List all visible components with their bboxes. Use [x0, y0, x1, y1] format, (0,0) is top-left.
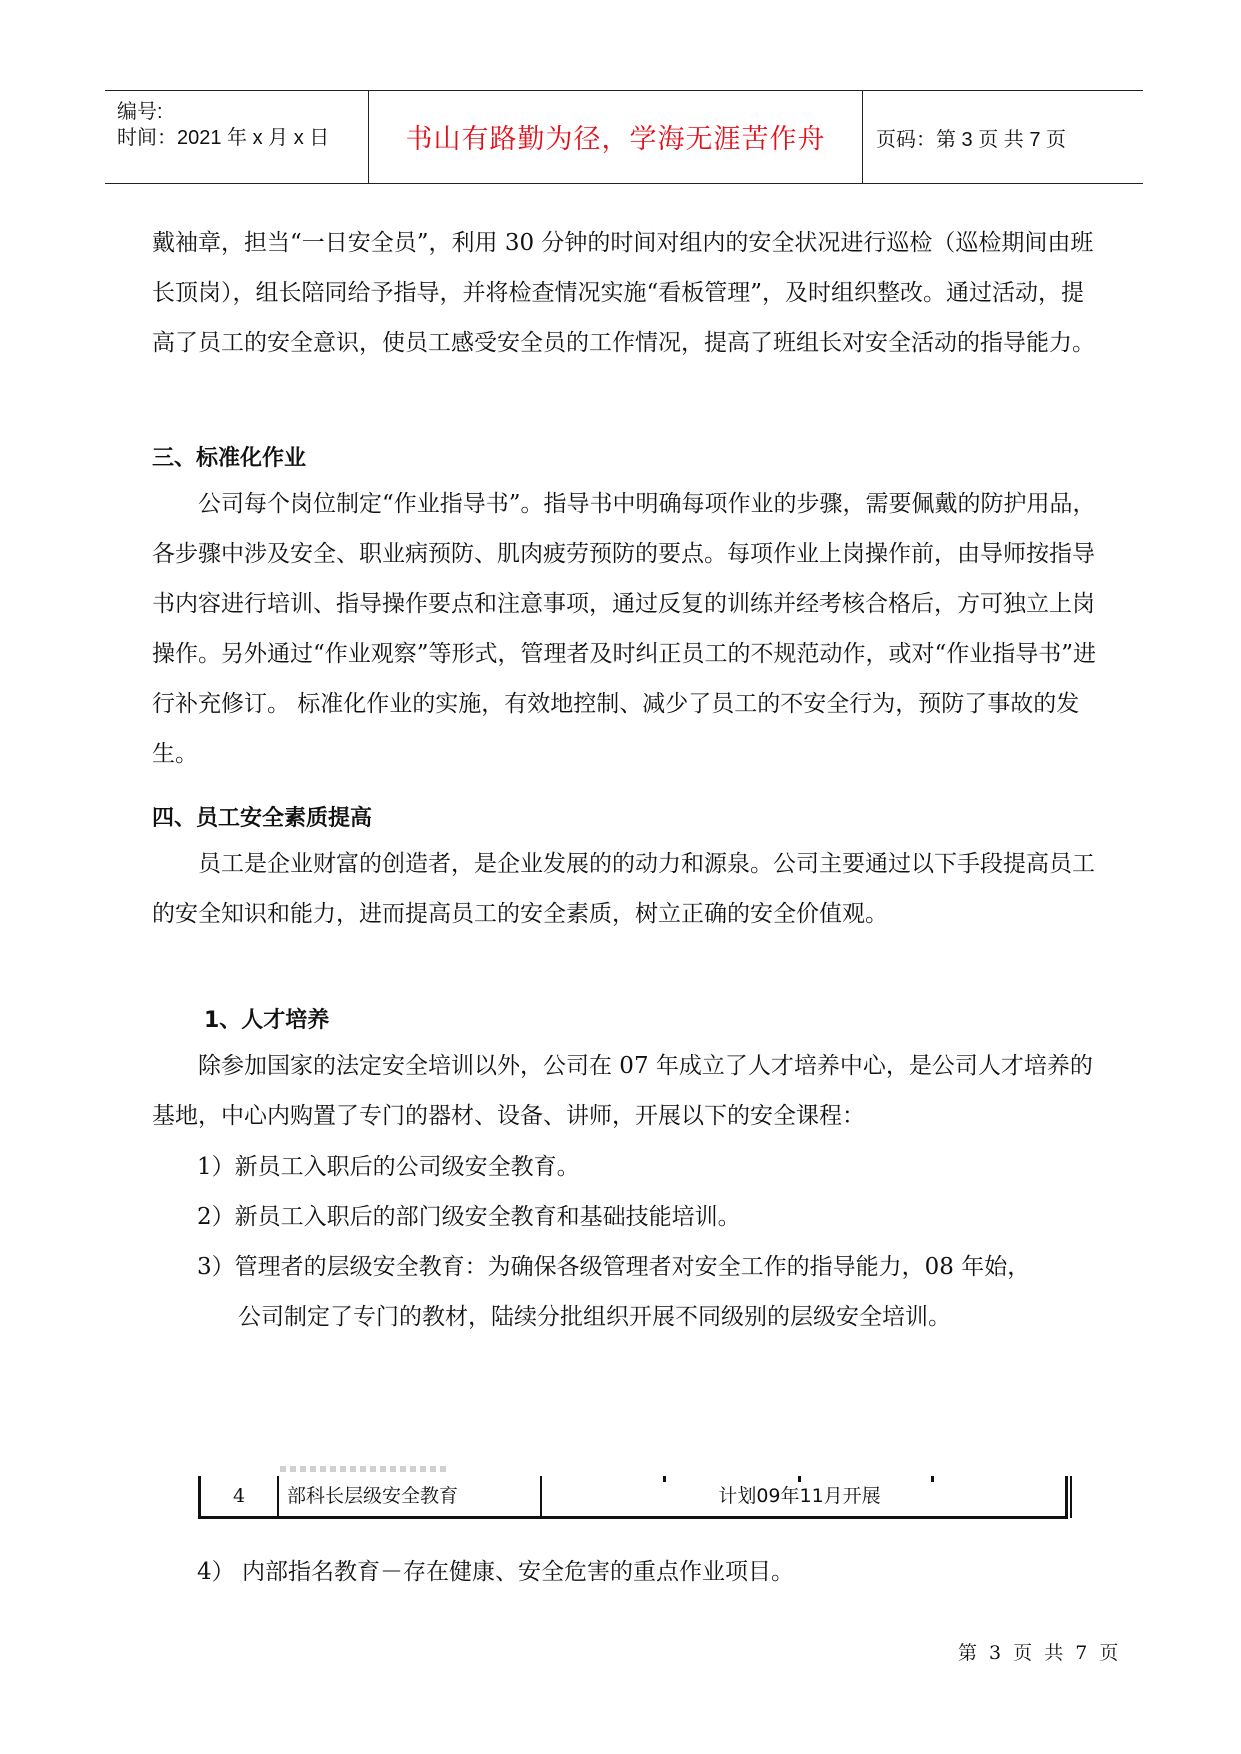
list-item-3: 3）管理者的层级安全教育：为确保各级管理者对安全工作的指导能力，08 年始，	[197, 1254, 1031, 1280]
table-cut-row-remnant	[280, 1466, 450, 1472]
header-motto-cell	[368, 91, 863, 183]
list-item-3-continued: 公司制定了专门的教材，陆续分批组织开展不同级别的层级安全培训。	[238, 1304, 951, 1330]
course-table	[198, 1476, 1068, 1521]
document-number-label: 编号:	[117, 101, 163, 123]
paragraph-talent: 除参加国家的法定安全培训以外，公司在 07 年成立了人才培养中心，是公司人才培养的基地，中心内购置了专门的器材、设备、讲师，开展以下的安全课程：	[152, 1053, 1093, 1129]
subsection-heading-talent: 1、人才培养	[204, 1008, 330, 1033]
table-cell-number: 4	[201, 1476, 279, 1516]
table-cell-course-name: 部科长层级安全教育	[279, 1476, 542, 1516]
table-row	[198, 1476, 1068, 1519]
paragraph-quality: 员工是企业财富的创造者，是企业发展的的动力和源泉。公司主要通过以下手段提高员工的安全知识和能力，进而提高员工的安全素质，树立正确的安全价值观。	[152, 851, 1095, 927]
list-item-1: 1）新员工入职后的公司级安全教育。	[197, 1154, 580, 1180]
section-heading-standardization: 三、标准化作业	[152, 446, 307, 471]
table-edge	[1070, 1476, 1072, 1518]
header-motto: 书山有路勤为径，学海无涯苦作舟	[405, 124, 826, 155]
header-page-label: 页码：第 3 页 共 7 页	[876, 129, 1067, 151]
paragraph-safety-patrol: 戴袖章，担当“一日安全员”，利用 30 分钟的时间对组内的安全状况进行巡检（巡检期间由班长顶岗），组长陪同给予指导，并将检查情况实施“看板管理”，及时组织整改。通过活动，提高了员工的安全意识，使员工感受安全员的工作情况，提高了班组长对安全活动的指导能力。	[152, 230, 1095, 356]
section-heading-quality: 四、员工安全素质提高	[152, 806, 373, 831]
list-item-4: 4） 内部指名教育－存在健康、安全危害的重点作业项目。	[197, 1559, 794, 1585]
table-cell-plan: 计划09年11月开展	[718, 1485, 881, 1507]
document-time-label: 时间：2021 年 x 月 x 日	[117, 127, 330, 149]
header-meta	[105, 91, 368, 183]
list-item-2: 2）新员工入职后的部门级安全教育和基础技能培训。	[197, 1204, 741, 1230]
header-page-cell	[862, 91, 1143, 183]
page-header	[105, 90, 1143, 184]
paragraph-standardization: 公司每个岗位制定“作业指导书”。指导书中明确每项作业的步骤，需要佩戴的防护用品，各步骤中涉及安全、职业病预防、肌肉疲劳预防的要点。每项作业上岗操作前，由导师按指导书内容进行培训、指导操作要点和注意事项，通过反复的训练并经考核合格后，方可独立上岗操作。另外通过“作业观察”等形式，管理者及时纠正员工的不规范动作，或对“作业指导书”进行补充修订。 标准化作业的实施，有效地控制、减少了员工的不安全行为，预防了事故的发生。	[152, 491, 1097, 767]
page-footer: 第 3 页 共 7 页	[958, 1642, 1122, 1664]
